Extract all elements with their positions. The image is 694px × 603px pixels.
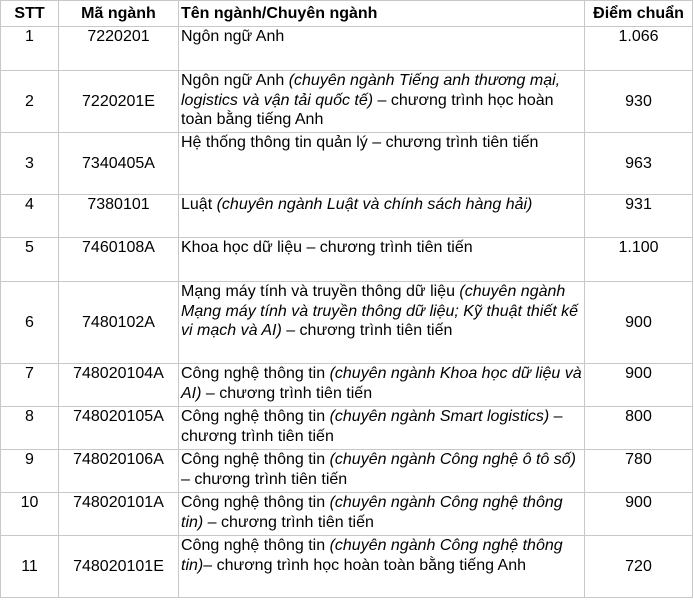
name-specialization: (chuyên ngành Khoa học dữ liệu và AI) [181, 365, 582, 402]
cell-name [179, 493, 585, 536]
cell-stt: 11 [1, 536, 59, 598]
name-main: Mạng máy tính và truyền thông dữ liệu [181, 283, 460, 300]
table-row [1, 133, 693, 195]
name-main: Ngôn ngữ Anh [181, 28, 285, 45]
name-main: Công nghệ thông tin [181, 451, 330, 468]
header-score: Điểm chuẩn [585, 1, 693, 27]
cell-stt: 10 [1, 493, 59, 536]
cell-stt: 1 [1, 27, 59, 71]
name-main: Công nghệ thông tin [181, 537, 330, 554]
name-main: Hệ thống thông tin quản lý – chương trình tiên tiến [181, 134, 539, 151]
cell-name [179, 27, 585, 71]
table-row [1, 364, 693, 407]
name-suffix: – chương trình học hoàn toàn bằng tiếng Anh [181, 91, 554, 128]
name-main: Khoa học dữ liệu – chương trình tiên tiến [181, 239, 473, 256]
cell-stt: 2 [1, 71, 59, 133]
name-specialization: (chuyên ngành Smart logistics) [329, 408, 550, 425]
cell-stt: 4 [1, 195, 59, 238]
name-suffix: – chương trình tiên tiến [203, 513, 374, 531]
cell-code: 748020105A [59, 407, 179, 450]
cell-code: 748020101E [59, 536, 179, 598]
cell-name [179, 238, 585, 282]
cell-stt: 5 [1, 238, 59, 282]
header-name: Tên ngành/Chuyên ngành [179, 1, 585, 27]
cell-score: 931 [585, 195, 693, 238]
name-main: Công nghệ thông tin [181, 408, 330, 425]
header-stt: STT [1, 1, 59, 27]
table-row [1, 238, 693, 282]
name-specialization: (chuyên ngành Mạng máy tính và truyền thông dữ liệu; Kỹ thuật thiết kế vi mạch và AI) [181, 283, 579, 339]
cell-name [179, 133, 585, 195]
table-row [1, 71, 693, 133]
name-specialization: (chuyên ngành Tiếng anh thương mại, logistics và vận tải quốc tế) [181, 72, 561, 109]
cell-score: 963 [585, 133, 693, 195]
cell-stt: 9 [1, 450, 59, 493]
name-main: Công nghệ thông tin [181, 494, 330, 511]
name-specialization: (chuyên ngành Luật và chính sách hàng hải) [216, 196, 533, 213]
cell-score: 900 [585, 493, 693, 536]
cell-code: 7340405A [59, 133, 179, 195]
header-row [1, 1, 693, 27]
name-suffix: – chương trình tiên tiến [281, 322, 453, 339]
cell-score: 780 [585, 450, 693, 493]
cell-score: 900 [585, 282, 693, 364]
name-main: Ngôn ngữ Anh [181, 72, 289, 89]
cell-stt: 6 [1, 282, 59, 364]
table-row [1, 536, 693, 598]
table-row [1, 195, 693, 238]
cell-name [179, 364, 585, 407]
cell-stt: 7 [1, 364, 59, 407]
cell-score: 720 [585, 536, 693, 598]
cell-score: 900 [585, 364, 693, 407]
cell-code: 748020101A [59, 493, 179, 536]
cell-score: 930 [585, 71, 693, 133]
name-specialization: (chuyên ngành Công nghệ ô tô số) [329, 451, 576, 468]
cell-score: 1.100 [585, 238, 693, 282]
cell-code: 7480102A [59, 282, 179, 364]
table-row [1, 493, 693, 536]
cell-score: 800 [585, 407, 693, 450]
table-row [1, 27, 693, 71]
name-suffix: – chương trình học hoàn toàn bằng tiếng Anh [203, 556, 527, 574]
cell-score: 1.066 [585, 27, 693, 71]
cell-name [179, 195, 585, 238]
table-row [1, 407, 693, 450]
name-main: Công nghệ thông tin [181, 365, 330, 382]
cell-code: 7380101 [59, 195, 179, 238]
cell-code: 7220201 [59, 27, 179, 71]
name-main: Luật [181, 196, 217, 213]
table-row [1, 450, 693, 493]
name-specialization: (chuyên ngành Công nghệ thông tin) [181, 494, 563, 531]
cell-code: 7460108A [59, 238, 179, 282]
cell-code: 748020104A [59, 364, 179, 407]
name-suffix: – chương trình tiên tiến [181, 408, 563, 445]
cell-name [179, 407, 585, 450]
cell-stt: 3 [1, 133, 59, 195]
cell-name [179, 282, 585, 364]
name-specialization: (chuyên ngành Công nghệ thông tin) [181, 537, 563, 574]
cell-stt: 8 [1, 407, 59, 450]
name-suffix: – chương trình tiên tiến [201, 384, 373, 402]
cell-name [179, 536, 585, 598]
cell-name [179, 71, 585, 133]
cell-code: 7220201E [59, 71, 179, 133]
cell-code: 748020106A [59, 450, 179, 493]
name-suffix: – chương trình tiên tiến [181, 470, 348, 488]
header-code: Mã ngành [59, 1, 179, 27]
table-row [1, 282, 693, 364]
cell-name [179, 450, 585, 493]
